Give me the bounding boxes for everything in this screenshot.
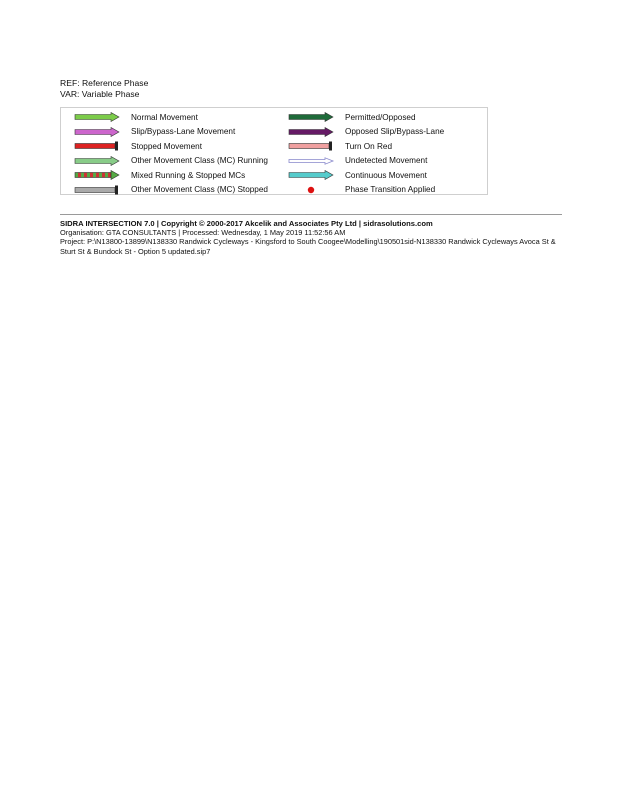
legend-column-left — [73, 110, 268, 197]
legend-label: Continuous Movement — [345, 170, 427, 180]
var-phase-note: VAR: Variable Phase — [60, 88, 140, 99]
ref-phase-note: REF: Reference Phase — [60, 78, 149, 88]
legend-label: Other Movement Class (MC) Stopped — [131, 185, 268, 195]
phase-transition-dot-icon — [287, 185, 335, 195]
legend-label: Normal Movement — [131, 112, 198, 122]
other-mc-running-arrow-icon — [73, 156, 121, 166]
legend-label: Stopped Movement — [131, 141, 203, 151]
legend-item — [287, 139, 444, 154]
continuous-movement-arrow-icon — [287, 170, 335, 180]
legend-label: Mixed Running & Stopped MCs — [131, 170, 246, 180]
legend-item — [73, 183, 268, 198]
legend-column-right — [287, 110, 444, 197]
stopped-movement-bar-icon — [73, 141, 121, 151]
legend-label: Slip/Bypass-Lane Movement — [131, 127, 236, 137]
turn-on-red-bar-icon — [287, 141, 335, 151]
permitted-opposed-arrow-icon — [287, 112, 335, 122]
movement-legend — [60, 107, 488, 195]
legend-label: Turn On Red — [345, 141, 393, 151]
legend-item — [73, 168, 268, 183]
legend-item — [287, 110, 444, 125]
legend-item — [287, 183, 444, 198]
undetected-movement-arrow-icon — [287, 156, 335, 166]
legend-item — [73, 110, 268, 125]
legend-label: Undetected Movement — [345, 156, 428, 166]
legend-label: Other Movement Class (MC) Running — [131, 156, 268, 166]
reference-notes — [60, 78, 148, 99]
normal-movement-arrow-icon — [73, 112, 121, 122]
organisation-line: Organisation: GTA CONSULTANTS | Processed: Wednesday, 1 May 2019 11:52:56 AM — [60, 228, 346, 238]
software-copyright-line: SIDRA INTERSECTION 7.0 | Copyright © 2000-2017 Akcelik and Associates Pty Ltd | sidrasolutions.com — [60, 219, 433, 228]
legend-item — [287, 154, 444, 169]
footer-divider — [60, 214, 562, 215]
legend-label: Permitted/Opposed — [345, 112, 416, 122]
legend-item — [73, 139, 268, 154]
legend-label: Opposed Slip/Bypass-Lane — [345, 127, 445, 137]
legend-item — [73, 154, 268, 169]
legend-item — [287, 168, 444, 183]
slip-bypass-arrow-icon — [73, 127, 121, 137]
legend-item — [73, 125, 268, 140]
legend-item — [287, 125, 444, 140]
legend-label: Phase Transition Applied — [345, 185, 436, 195]
mixed-running-stopped-arrow-icon — [73, 170, 121, 180]
other-mc-stopped-bar-icon — [73, 185, 121, 195]
report-footer — [60, 219, 562, 256]
opposed-slip-arrow-icon — [287, 127, 335, 137]
project-path-line: Project: P:\N13800-13899\N138330 Randwick Cycleways - Kingsford to South Coogee\Modelling\190501sid-N138330 Randwick Cycleways Avoca St & Sturt St & Bundock St - Option 5 updated.sip7 — [60, 237, 556, 256]
